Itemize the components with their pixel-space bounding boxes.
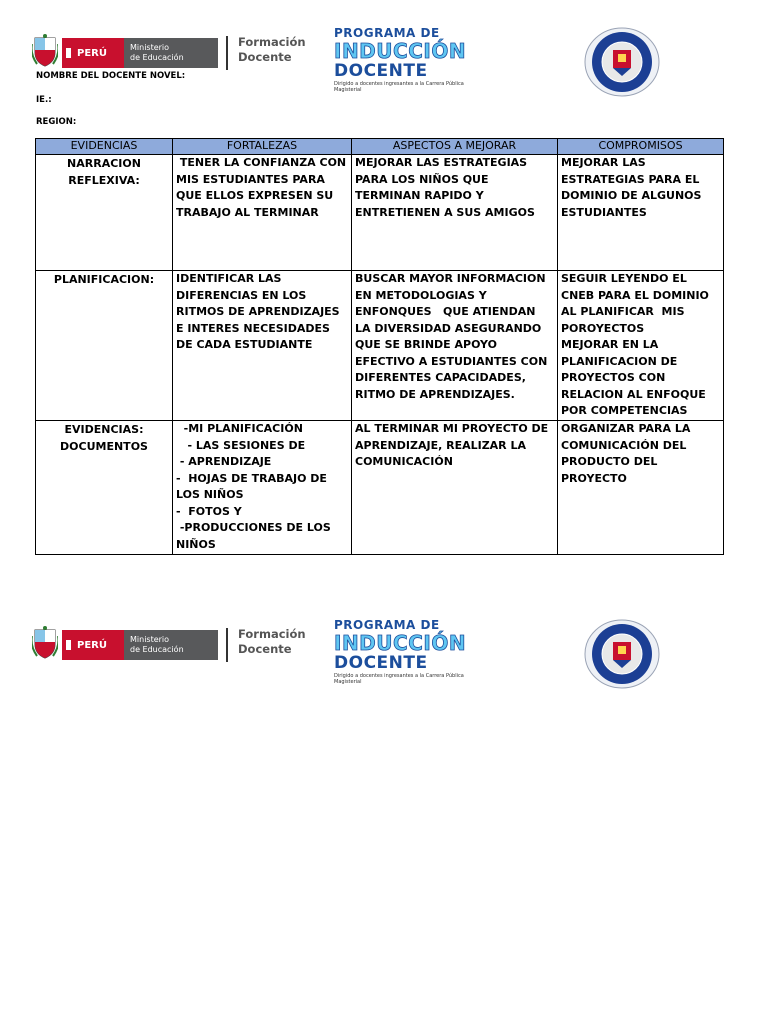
programa-line1: PROGRAMA DE — [334, 618, 440, 632]
row-aspectos: AL TERMINAR MI PROYECTO DE APRENDIZAJE, REALIZAR LA COMUNICACIÓN — [352, 421, 558, 555]
docente-field-label: NOMBRE DEL DOCENTE NOVEL: — [36, 71, 186, 81]
row-fortalezas: IDENTIFICAR LAS DIFERENCIAS EN LOS RITMOS DE APRENDIZAJES E INTERES NECESIDADES DE CADA ESTUDIANTE — [173, 271, 352, 421]
programa-tagline: Dirigido a docentes ingresantes a la Carrera Pública Magisterial — [334, 673, 464, 685]
ministerio-label: Ministerio de Educación — [124, 38, 218, 68]
row-evidencia: NARRACION REFLEXIVA: — [36, 155, 173, 271]
row-aspectos: BUSCAR MAYOR INFORMACION EN METODOLOGIAS Y ENFONQUES QUE ATIENDAN LA DIVERSIDAD ASEGURANDO QUE SE BRINDE APOYO EFECTIVO A ESTUDIANTES CON DIFERENTES CAPACIDADES, RITMO DE APRENDIZAJES. — [352, 271, 558, 421]
peru-flag-icon — [66, 640, 71, 650]
programa-line2: INDUCCIÓN — [334, 39, 467, 63]
minedu-logo — [32, 624, 306, 668]
institution-seal-icon — [582, 26, 662, 98]
peru-badge — [62, 630, 124, 660]
formacion-docente-label: Formación Docente — [238, 35, 306, 64]
programa-line3: DOCENTE — [334, 61, 428, 81]
logo-divider — [226, 36, 228, 70]
row-compromisos: ORGANIZAR PARA LA COMUNICACIÓN DEL PRODUCTO DEL PROYECTO — [558, 421, 724, 555]
peru-label: PERÚ — [77, 47, 107, 59]
peru-coat-of-arms-icon — [32, 626, 58, 660]
region-field-label: REGION: — [36, 117, 77, 127]
table-row — [36, 421, 724, 555]
formacion-docente-label: Formación Docente — [238, 627, 306, 656]
programa-line2: INDUCCIÓN — [334, 631, 467, 655]
peru-coat-of-arms-icon — [32, 34, 58, 68]
row-aspectos: MEJORAR LAS ESTRATEGIAS PARA LOS NIÑOS QUE TERMINAN RAPIDO Y ENTRETIENEN A SUS AMIGOS — [352, 155, 558, 271]
ie-field-label: IE.: — [36, 95, 52, 105]
row-compromisos: MEJORAR LAS ESTRATEGIAS PARA EL DOMINIO DE ALGUNOS ESTUDIANTES — [558, 155, 724, 271]
row-compromisos: SEGUIR LEYENDO EL CNEB PARA EL DOMINIO AL PLANIFICAR MIS POROYECTOS MEJORAR EN LA PLANIFICACION DE PROYECTOS CON RELACION AL ENFOQUE POR COMPETENCIAS — [558, 271, 724, 421]
programa-line1: PROGRAMA DE — [334, 26, 440, 40]
programa-induccion-logo — [334, 26, 480, 98]
header-fortalezas: FORTALEZAS — [173, 139, 352, 155]
row-fortalezas: TENER LA CONFIANZA CON MIS ESTUDIANTES PARA QUE ELLOS EXPRESEN SU TRABAJO AL TERMINAR — [173, 155, 352, 271]
institution-seal-icon — [582, 618, 662, 690]
logo-divider — [226, 628, 228, 662]
table-row — [36, 271, 724, 421]
header-compromisos: COMPROMISOS — [558, 139, 724, 155]
programa-induccion-logo — [334, 618, 480, 690]
peru-flag-icon — [66, 48, 71, 58]
header-aspectos: ASPECTOS A MEJORAR — [352, 139, 558, 155]
table-header-row — [36, 139, 724, 155]
minedu-logo — [32, 32, 306, 76]
header-evidencias: EVIDENCIAS — [36, 139, 173, 155]
row-evidencia: PLANIFICACION: — [36, 271, 173, 421]
table-row — [36, 155, 724, 271]
row-fortalezas: -MI PLANIFICACIÓN - LAS SESIONES DE - APRENDIZAJE - HOJAS DE TRABAJO DE LOS NIÑOS - FOTOS Y -PRODUCCIONES DE LOS NIÑOS — [173, 421, 352, 555]
header-logos-bottom — [0, 618, 768, 690]
peru-badge — [62, 38, 124, 68]
row-evidencia: EVIDENCIAS: DOCUMENTOS — [36, 421, 173, 555]
programa-line3: DOCENTE — [334, 653, 428, 673]
programa-tagline: Dirigido a docentes ingresantes a la Carrera Pública Magisterial — [334, 81, 464, 93]
evidence-table — [35, 138, 724, 555]
peru-label: PERÚ — [77, 639, 107, 651]
ministerio-label: Ministerio de Educación — [124, 630, 218, 660]
header-logos-top — [0, 26, 768, 98]
